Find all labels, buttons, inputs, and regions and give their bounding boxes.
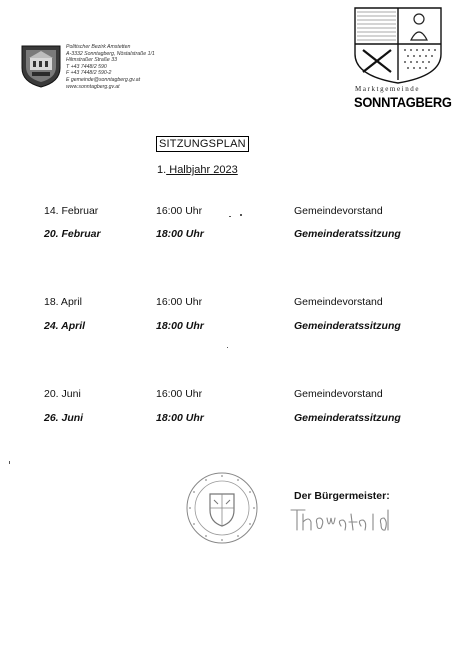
municipality-name: SONNTAGBERG [354, 94, 452, 110]
schedule-body: Gemeinderatssitzung [294, 228, 401, 240]
signature-icon [287, 500, 397, 534]
schedule-date: 20. Juni [44, 388, 81, 400]
municipality-subtitle: Marktgemeinde [355, 85, 421, 93]
municipality-coat-of-arms-icon [353, 6, 443, 84]
scan-speck [240, 214, 242, 216]
document-subtitle [157, 164, 238, 176]
schedule-time: 18:00 Uhr [156, 320, 204, 332]
scan-speck [229, 216, 231, 217]
address-line: Politischer Bezirk Amstetten [66, 44, 131, 50]
schedule-date: 14. Februar [44, 205, 99, 217]
schedule-time: 18:00 Uhr [156, 412, 204, 424]
subtitle-period: Halbjahr 2023 [166, 164, 238, 176]
official-seal-icon [184, 470, 260, 546]
document-title: SITZUNGSPLAN [156, 136, 249, 152]
district-crest-icon [20, 44, 62, 88]
scan-speck [227, 347, 228, 348]
schedule-body: Gemeindevorstand [294, 296, 383, 308]
schedule-date: 26. Juni [44, 412, 84, 424]
schedule-time: 16:00 Uhr [156, 388, 203, 400]
address-line: A-3332 Sonntagberg, Nöstalstraße 1/1 [66, 50, 155, 57]
address-line: E gemeinde@sonntagberg.gv.at [66, 76, 141, 83]
schedule-body: Gemeinderatssitzung [294, 412, 401, 424]
address-line: www.sonntagberg.gv.at [66, 83, 120, 90]
scan-speck [9, 461, 10, 464]
schedule-date: 18. April [44, 296, 82, 308]
address-block [66, 44, 155, 90]
schedule-time: 18:00 Uhr [156, 228, 204, 240]
address-line: Hilmstraßer Straße 33 [66, 57, 118, 64]
schedule-body: Gemeindevorstand [294, 388, 383, 400]
schedule-time: 16:00 Uhr [156, 205, 203, 217]
address-line: F +43 7448/2 590-2 [66, 70, 112, 77]
schedule-body: Gemeinderatssitzung [294, 320, 401, 332]
address-line: T +43 7448/2 590 [66, 63, 107, 70]
subtitle-prefix: 1. [157, 164, 167, 176]
schedule-time: 16:00 Uhr [156, 296, 203, 308]
schedule-date: 24. April [44, 320, 86, 332]
schedule-body: Gemeindevorstand [294, 205, 383, 217]
mayor-title: Der Bürgermeister: [294, 490, 390, 502]
schedule-date: 20. Februar [44, 228, 101, 240]
